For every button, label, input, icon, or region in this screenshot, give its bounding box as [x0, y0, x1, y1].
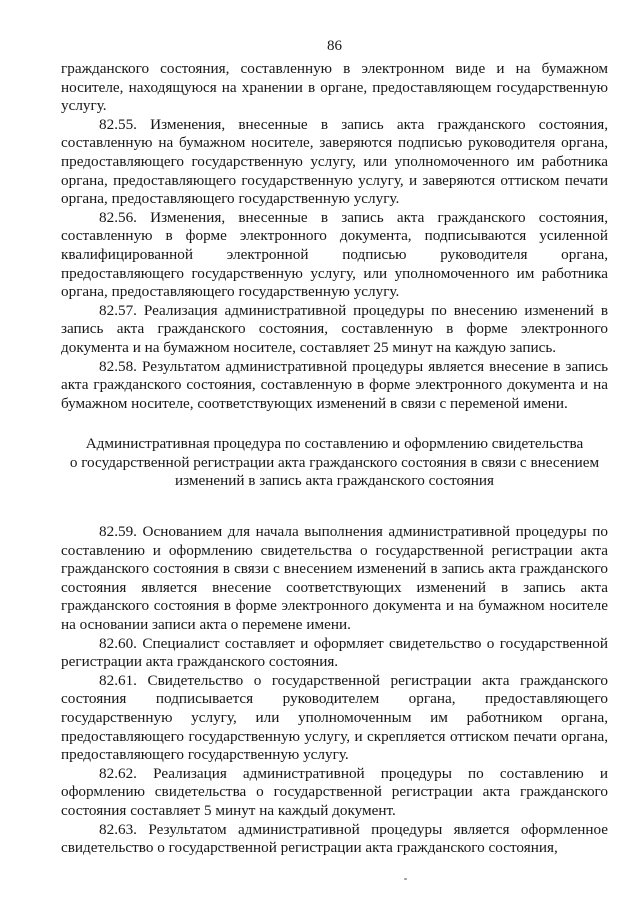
heading-line-2: о государственной регистрации акта гражданского состояния в связи с внесением	[69, 453, 600, 471]
scan-speck	[404, 878, 407, 880]
paragraph-82-57: 82.57. Реализация административной процедуры по внесению изменений в запись акта гражданского состояния, составленную в форме электронного документа и на бумажном носителе, составляет 25 минут на каждую запись.	[61, 301, 608, 356]
section-bottom	[61, 523, 608, 858]
page-number: 86	[327, 38, 342, 54]
heading-line-1: Административная процедура по составлению и оформлению свидетельства	[85, 435, 584, 453]
paragraph-82-60: 82.60. Специалист составляет и оформляет свидетельство о государственной регистрации акта гражданского состояния.	[61, 634, 608, 671]
paragraph-82-62: 82.62. Реализация административной процедуры по составлению и оформлению свидетельства о государственной регистрации акта гражданского состояния составляет 5 минут на каждый документ.	[61, 764, 608, 819]
paragraph-82-55: 82.55. Изменения, внесенные в запись акта гражданского состояния, составленную на бумажном носителе, заверяются подписью руководителя органа, предоставляющего государственную услугу, или уполномоченного им работника органа, предоставляющего государственную услугу, и заверяются оттиском печати органа, предоставляющего государственную услугу.	[61, 115, 608, 208]
paragraph-82-58: 82.58. Результатом административной процедуры является внесение в запись акта гражданского состояния, составленную в форме электронного документа и на бумажном носителе, соответствующих изменений в связи с переменой имени.	[61, 357, 608, 412]
heading-line-3: изменений в запись акта гражданского состояния	[174, 472, 495, 490]
paragraph-82-59: 82.59. Основанием для начала выполнения административной процедуры по составлению и оформлению свидетельства о государственной регистрации акта гражданского состояния в связи с внесением изменений в запись акта гражданского состояния является внесение соответствующих изменений в запись акта гражданского состояния в форме электронного документа и на бумажном носителе на основании записи акта о перемене имени.	[61, 523, 608, 634]
section-heading	[61, 435, 608, 491]
paragraph-82-56: 82.56. Изменения, внесенные в запись акта гражданского состояния, составленную в форме электронного документа, подписываются усиленной квалифицированной электронной подписью руководителя органа, предоставляющего государственную услугу, или уполномоченного им работника органа, предоставляющего государственную услугу.	[61, 208, 608, 301]
paragraph-82-61: 82.61. Свидетельство о государственной регистрации акта гражданского состояния подписывается руководителем органа, предоставляющего государственную услугу, или уполномоченным им работником органа, предоставляющего государственную услугу, и скрепляется оттиском печати органа, предоставляющего государственную услугу.	[61, 671, 608, 764]
section-top	[61, 60, 608, 413]
paragraph-continuation: гражданского состояния, составленную в электронном виде и на бумажном носителе, находящуюся на хранении в органе, предоставляющем государственную услугу.	[61, 60, 608, 115]
paragraph-82-63: 82.63. Результатом административной процедуры является оформленное свидетельство о государственной регистрации акта гражданского состояния,	[61, 820, 608, 857]
